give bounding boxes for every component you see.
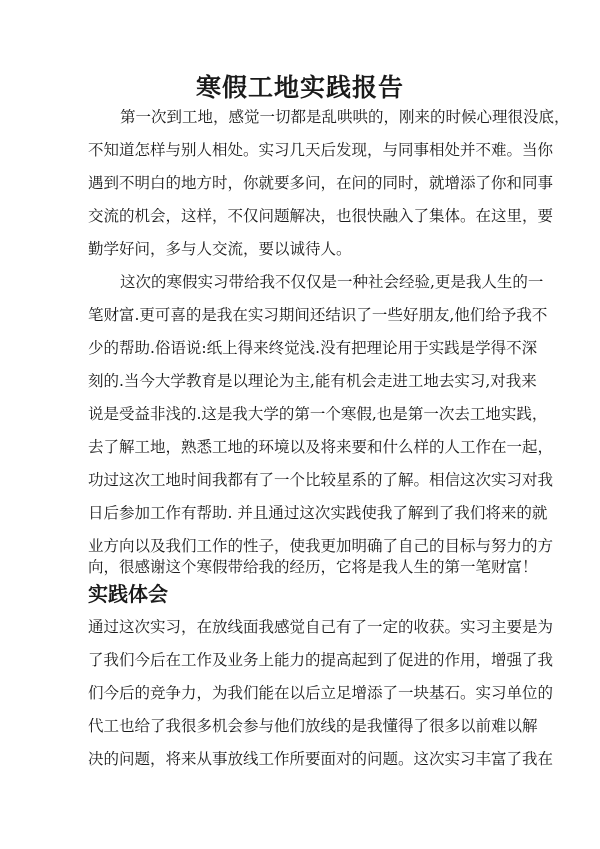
paragraph2-line: 刻的.当今大学教育是以理论为主,能有机会走进工地去实习,对我来 (88, 372, 537, 390)
paragraph2-line: 向，很感谢这个寒假带给我的经历，它将是我人生的第一笔财富！ (88, 558, 538, 576)
paragraph1-line: 勤学好问，多与人交流，要以诚待人。 (88, 240, 352, 258)
paragraph3-line: 了我们今后在工作及业务上能力的提高起到了促进的作用，增强了我 (88, 651, 554, 669)
paragraph1-line: 第一次到工地，感觉一切都是乱哄哄的，刚来的时候心理很没底， (120, 108, 570, 126)
paragraph2-line: 日后参加工作有帮助. 并且通过这次实践使我了解到了我们将来的就 (88, 504, 548, 522)
paragraph2-line: 功过这次工地时间我都有了一个比较星系的了解。相信这次实习对我 (88, 471, 554, 489)
paragraph1-line: 交流的机会，这样，不仅问题解决，也很快融入了集体。在这里，要 (88, 207, 554, 225)
paragraph2-line: 说是受益非浅的.这是我大学的第一个寒假,也是第一次去工地实践， (88, 405, 548, 423)
document-title: 寒假工地实践报告 (195, 73, 404, 102)
paragraph1-line: 遇到不明白的地方时，你就要多问，在问的同时，就增添了你和同事 (88, 174, 554, 192)
paragraph2-line: 笔财富.更可喜的是我在实习期间还结识了一些好朋友,他们给予我不 (88, 306, 548, 324)
paragraph1-line: 不知道怎样与别人相处。实习几天后发现，与同事相处并不难。当你 (88, 141, 554, 159)
paragraph3-line: 们今后的竞争力，为我们能在以后立足增添了一块基石。实习单位的 (88, 684, 554, 702)
paragraph2-line: 少的帮助.俗语说:纸上得来终觉浅.没有把理论用于实践是学得不深 (88, 339, 538, 357)
paragraph3-line: 代工也给了我很多机会参与他们放线的是我懂得了很多以前难以解 (88, 717, 538, 735)
paragraph3-line: 通过这次实习，在放线面我感觉自己有了一定的收获。实习主要是为 (88, 618, 554, 636)
paragraph2-line: 去了解工地，熟悉工地的环境以及将来要和什么样的人工作在一起， (88, 438, 554, 456)
paragraph3-line: 决的问题，将来从事放线工作所要面对的问题。这次实习丰富了我在 (88, 750, 554, 768)
paragraph2-line: 业方向以及我们工作的性子，使我更加明确了自己的目标与努力的方 (88, 537, 554, 555)
paragraph2-line: 这次的寒假实习带给我不仅仅是一种社会经验,更是我人生的一 (120, 273, 544, 291)
section-heading: 实践体会 (88, 582, 168, 606)
